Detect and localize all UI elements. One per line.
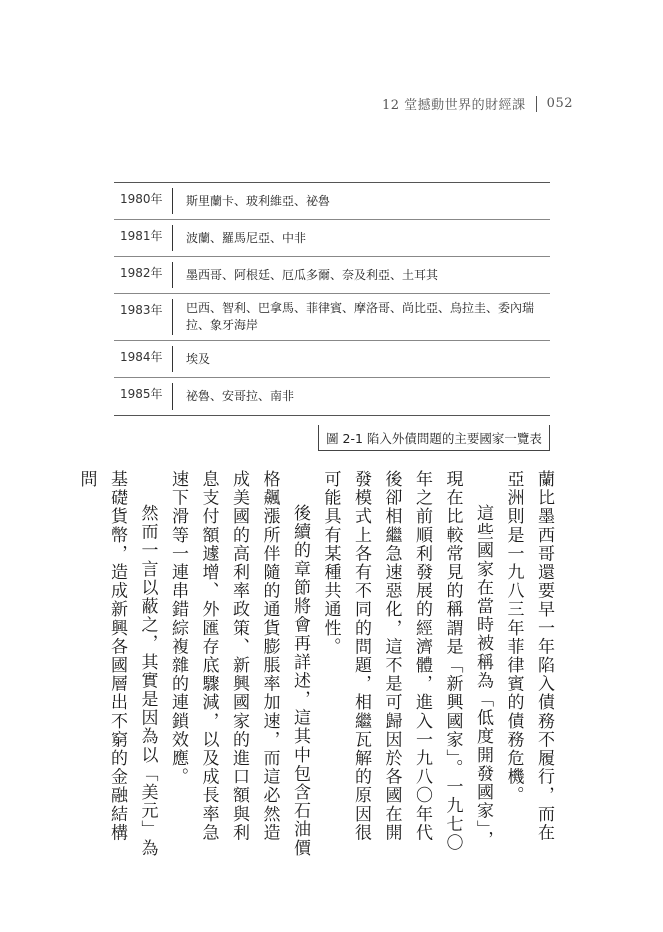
year-cell: 1981年: [120, 229, 163, 243]
page-number: 052: [546, 96, 573, 111]
paragraph: 然而一言以蔽之，其實是因為以「美元」為基礎貨幣，造成新興各國層出不窮的金融結構問: [76, 470, 158, 858]
year-cell: 1980年: [120, 192, 163, 206]
paragraph: 蘭比墨西哥還要早一年陷入債務不履行，而在亞洲則是一九八三年菲律賓的債務危機。: [503, 470, 554, 842]
year-cell: 1983年: [120, 303, 163, 317]
paragraph: 後續的章節將會再詳述，這其中包含石油價格飆漲所伴隨的通貨膨脹率加速，而這必然造成美國的高利率政策、新興國家的進口額與利息支付額遽增、外匯存底驟減，以及成長率急速下滑等一連串錯綜複雜的連鎖效應。: [168, 470, 310, 858]
table-row: [114, 378, 550, 415]
table-row: [114, 257, 550, 294]
book-title: 12 堂撼動世界的財經課: [381, 98, 526, 113]
table-row: [114, 341, 550, 378]
header-divider: [536, 96, 537, 112]
year-cell: 1985年: [120, 387, 163, 401]
table-row: [114, 294, 550, 341]
countries-cell: 斯里蘭卡、玻利維亞、祕魯: [172, 188, 550, 214]
table-row: [114, 220, 550, 257]
debt-countries-table: [114, 182, 550, 416]
body-text: [71, 470, 559, 860]
countries-cell: 祕魯、安哥拉、南非: [172, 383, 550, 410]
paragraph: 這些國家在當時被稱為「低度開發國家」，現在比較常見的稱謂是「新興國家」。一九七〇年之前順利發展的經濟體，進入一九八〇年代後卻相繼急速惡化，這不是可歸因於各國在開發模式上各有不同的問題，相繼瓦解的原因很可能具有某種共通性。: [320, 470, 493, 853]
countries-cell: 巴西、智利、巴拿馬、菲律賓、摩洛哥、尚比亞、烏拉圭、委內瑞拉、象牙海岸: [172, 299, 550, 335]
year-cell: 1982年: [120, 266, 163, 280]
figure-caption: 圖 2-1 陷入外債問題的主要國家一覽表: [318, 425, 550, 451]
countries-cell: 墨西哥、阿根廷、厄瓜多爾、奈及利亞、土耳其: [172, 262, 550, 288]
countries-cell: 埃及: [172, 346, 550, 372]
running-header: [382, 94, 573, 113]
countries-cell: 波蘭、羅馬尼亞、中非: [172, 225, 550, 251]
year-cell: 1984年: [120, 350, 163, 364]
table-row: [114, 183, 550, 220]
